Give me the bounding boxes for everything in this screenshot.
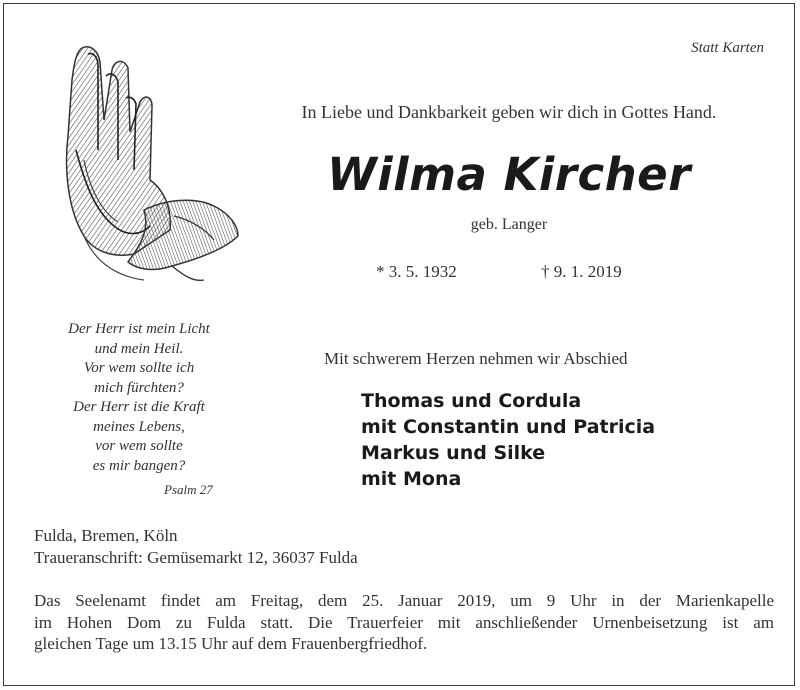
psalm-reference: Psalm 27 xyxy=(164,482,213,497)
psalm-line: mich fürchten? xyxy=(94,379,184,396)
mourners-list xyxy=(361,388,655,492)
notice-line: Das Seelenamt findet am Freitag, dem 25. Januar 2019, um 9 Uhr in der Marienkapelle xyxy=(34,591,774,610)
intro-text: In Liebe und Dankbarkeit geben wir dich in Gottes Hand. xyxy=(301,102,717,122)
mourner-line: Thomas und Cordula xyxy=(361,390,582,412)
psalm-quote xyxy=(44,320,234,476)
mourner-line: mit Constantin und Patricia xyxy=(361,416,656,438)
mourning-address: Traueranschrift: Gemüsemarkt 12, 36037 Fulda xyxy=(34,548,358,567)
notice-line: im Hohen Dom zu Fulda statt. Die Trauerfeier mit anschließender Urnenbeisetzung ist am xyxy=(34,612,774,632)
service-notice xyxy=(34,590,774,655)
birth-name: geb. Langer xyxy=(470,216,548,233)
psalm-line: Der Herr ist mein Licht xyxy=(68,321,210,337)
psalm-line: Der Herr ist die Kraft xyxy=(73,399,205,415)
statt-karten-label: Statt Karten xyxy=(691,40,764,56)
deceased-name: Wilma Kircher xyxy=(327,148,691,201)
psalm-line: und mein Heil. xyxy=(94,340,184,357)
praying-hands-icon xyxy=(54,40,244,290)
psalm-line: vor wem sollte xyxy=(95,438,183,454)
obituary-card xyxy=(3,3,795,686)
mourner-line: mit Mona xyxy=(361,468,462,490)
psalm-line: es mir bangen? xyxy=(92,457,186,474)
farewell-text: Mit schwerem Herzen nehmen wir Abschied xyxy=(324,349,628,368)
psalm-line: Vor wem sollte ich xyxy=(83,360,195,376)
psalm-line: meines Lebens, xyxy=(93,418,185,435)
death-date: † 9. 1. 2019 xyxy=(541,262,622,281)
birth-date: * 3. 5. 1932 xyxy=(376,262,457,281)
notice-line: gleichen Tage um 13.15 Uhr auf dem Frauenbergfriedhof. xyxy=(34,634,428,653)
places-text: Fulda, Bremen, Köln xyxy=(34,526,178,545)
mourner-line: Markus und Silke xyxy=(361,442,546,464)
